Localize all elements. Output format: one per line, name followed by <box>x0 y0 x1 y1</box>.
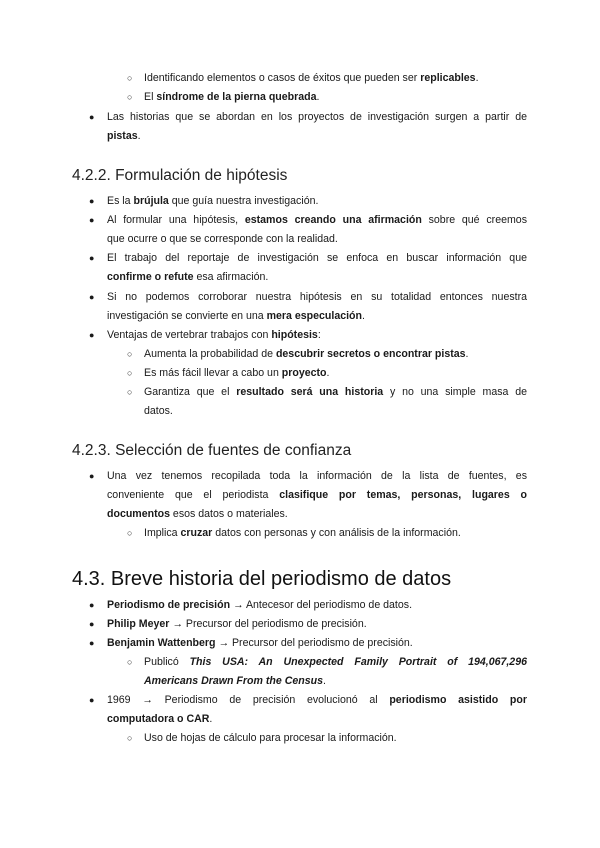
sub-bullet-icon: ○ <box>127 92 133 102</box>
list-item-continuation: documentos esos datos o materiales. <box>107 508 288 520</box>
bullet-icon: ● <box>89 215 95 225</box>
list-item: Periodismo de precisión → Antecesor del periodismo de datos. <box>107 599 413 611</box>
list-item-continuation: Americans Drawn From the Census. <box>144 675 326 687</box>
list-item: Identificando elementos o casos de éxitos que pueden ser replicables. <box>144 72 479 84</box>
chapter-heading: 4.3. Breve historia del periodismo de datos <box>72 568 452 590</box>
list-item: Aumenta la probabilidad de descubrir secretos o encontrar pistas. <box>144 348 469 360</box>
list-item-continuation: confirme o refute esa afirmación. <box>107 271 269 283</box>
bullet-icon: ● <box>89 253 95 263</box>
sub-bullet-icon: ○ <box>127 657 133 667</box>
list-item: Benjamin Wattenberg → Precursor del periodismo de precisión. <box>107 637 413 649</box>
list-item-continuation: conveniente que el periodista clasifique por temas, personas, lugares o <box>107 489 527 501</box>
bullet-icon: ● <box>89 600 95 610</box>
list-item: 1969 → Periodismo de precisión evolucionó al periodismo asistido por <box>107 694 527 706</box>
sub-bullet-icon: ○ <box>127 368 133 378</box>
sub-bullet-icon: ○ <box>127 733 133 743</box>
list-item: Implica cruzar datos con personas y con análisis de la información. <box>144 527 461 539</box>
sub-bullet-icon: ○ <box>127 349 133 359</box>
list-item: Las historias que se abordan en los proyectos de investigación surgen a partir de <box>107 111 527 123</box>
list-item: El síndrome de la pierna quebrada. <box>144 91 320 103</box>
list-item: Uso de hojas de cálculo para procesar la información. <box>144 732 397 744</box>
sub-bullet-icon: ○ <box>127 73 133 83</box>
list-item: Ventajas de vertebrar trabajos con hipótesis: <box>107 329 321 341</box>
list-item-continuation: computadora o CAR. <box>107 713 213 725</box>
list-item-continuation: datos. <box>144 405 173 417</box>
bullet-icon: ● <box>89 638 95 648</box>
bullet-icon: ● <box>89 330 95 340</box>
list-item: El trabajo del reportaje de investigación se enfoca en buscar información que <box>107 252 527 264</box>
bullet-icon: ● <box>89 695 95 705</box>
list-item: Philip Meyer → Precursor del periodismo de precisión. <box>107 618 367 630</box>
list-item: Es más fácil llevar a cabo un proyecto. <box>144 367 330 379</box>
sub-bullet-icon: ○ <box>127 528 133 538</box>
bullet-icon: ● <box>89 292 95 302</box>
list-item-continuation: pistas. <box>107 130 141 142</box>
bullet-icon: ● <box>89 196 95 206</box>
list-item-continuation: que ocurre o que se corresponde con la realidad. <box>107 233 338 245</box>
section-heading: 4.2.3. Selección de fuentes de confianza <box>72 442 352 459</box>
bullet-icon: ● <box>89 619 95 629</box>
section-heading: 4.2.2. Formulación de hipótesis <box>72 167 288 184</box>
bullet-icon: ● <box>89 471 95 481</box>
list-item: Es la brújula que guía nuestra investigación. <box>107 195 319 207</box>
list-item: Publicó This USA: An Unexpected Family Portrait of 194,067,296 <box>144 656 527 668</box>
list-item: Si no podemos corroborar nuestra hipótesis en su totalidad entonces nuestra <box>107 291 527 303</box>
list-item: Una vez tenemos recopilada toda la información de la lista de fuentes, es <box>107 470 527 482</box>
list-item-continuation: investigación se convierte en una mera especulación. <box>107 310 365 322</box>
list-item: Al formular una hipótesis, estamos creando una afirmación sobre qué creemos <box>107 214 527 226</box>
bullet-icon: ● <box>89 112 95 122</box>
sub-bullet-icon: ○ <box>127 387 133 397</box>
list-item: Garantiza que el resultado será una historia y no una simple masa de <box>144 386 527 398</box>
